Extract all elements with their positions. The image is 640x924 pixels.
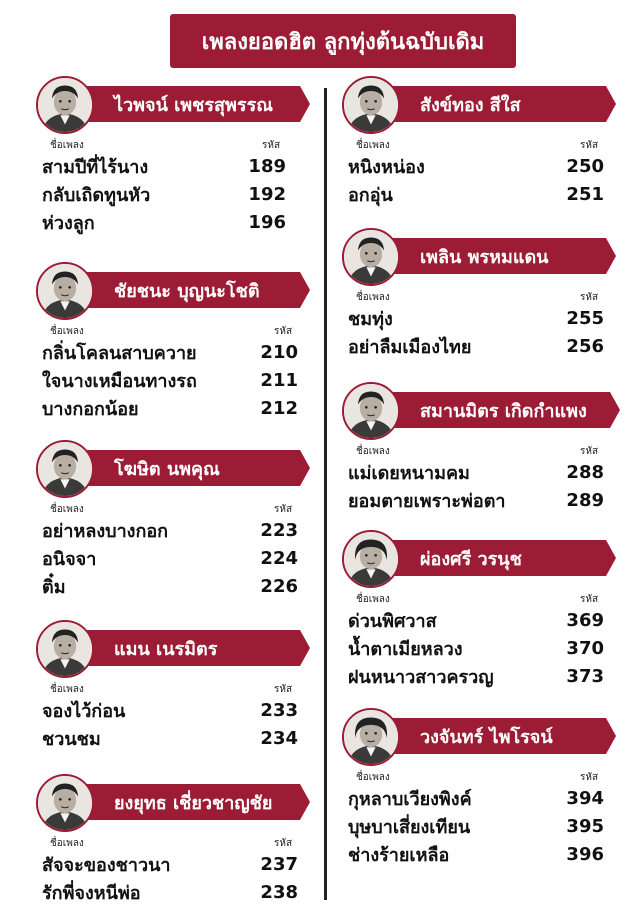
artist-block (36, 620, 298, 752)
song-list (348, 606, 604, 690)
song-list (42, 338, 298, 422)
song-list (348, 784, 604, 868)
artist-photo (36, 76, 94, 134)
code-column-header: รหัส (274, 504, 293, 515)
song-code: 373 (566, 665, 604, 687)
song-row (42, 724, 298, 752)
song-list (42, 696, 298, 752)
song-column-header: ชื่อเพลง (50, 140, 84, 151)
code-column-header: รหัส (580, 594, 599, 605)
artist-photo (342, 708, 400, 766)
song-title: ชวนชม (42, 728, 101, 750)
song-title: ใจนางเหมือนทางรถ (42, 370, 197, 392)
song-title: สัจจะของชาวนา (42, 854, 171, 876)
code-column-header: รหัส (580, 446, 599, 457)
song-code: 289 (566, 489, 604, 511)
song-code: 196 (248, 211, 286, 233)
song-list (348, 304, 604, 360)
artist-name-banner: ผ่องศรี วรนุช (376, 540, 606, 576)
song-title: รักพี่จงหนีพ่อ (42, 882, 141, 904)
song-row (348, 332, 604, 360)
artist-block (342, 382, 604, 514)
code-column-header: รหัส (580, 772, 599, 783)
artist-photo (342, 382, 400, 440)
song-title: บางกอกน้อย (42, 398, 139, 420)
song-row (42, 544, 298, 572)
song-title: สามปีที่ไร้นาง (42, 156, 149, 178)
artist-name-banner: แมน เนรมิตร (70, 630, 300, 666)
artist-name-banner: วงจันทร์ ไพโรจน์ (376, 718, 606, 754)
artist-photo (342, 228, 400, 286)
song-column-header: ชื่อเพลง (356, 446, 390, 457)
song-row (348, 152, 604, 180)
code-column-header: รหัส (274, 326, 293, 337)
song-code: 233 (260, 699, 298, 721)
song-row (348, 840, 604, 868)
song-title: ช่างร้ายเหลือ (348, 844, 450, 866)
song-code: 212 (260, 397, 298, 419)
song-row (42, 366, 298, 394)
song-row (42, 338, 298, 366)
song-row (42, 696, 298, 724)
code-column-header: รหัส (274, 838, 293, 849)
song-title: กลิ่นโคลนสาบควาย (42, 342, 197, 364)
song-title: ห่วงลูก (42, 212, 95, 234)
song-title: อย่าลืมเมืองไทย (348, 336, 472, 358)
song-column-header: ชื่อเพลง (50, 684, 84, 695)
song-code: 255 (566, 307, 604, 329)
song-title: อกอุ่น (348, 184, 393, 206)
song-code: 237 (260, 853, 298, 875)
page-title: เพลงยอดฮิต ลูกทุ่งต้นฉบับเดิม (170, 14, 516, 68)
song-row (348, 180, 604, 208)
artist-photo (36, 262, 94, 320)
song-code: 189 (248, 155, 286, 177)
song-row (348, 634, 604, 662)
song-row (348, 486, 604, 514)
song-column-header: ชื่อเพลง (50, 838, 84, 849)
artist-block (36, 76, 298, 236)
song-title: ด่วนพิศวาส (348, 610, 437, 632)
artist-photo (36, 620, 94, 678)
song-code: 369 (566, 609, 604, 631)
song-code: 256 (566, 335, 604, 357)
song-column-header: ชื่อเพลง (50, 326, 84, 337)
song-title: ฝนหนาวสาวครวญ (348, 666, 494, 688)
artist-photo (342, 76, 400, 134)
song-title: อนิจจา (42, 548, 97, 570)
song-row (42, 208, 286, 236)
artist-block (342, 228, 604, 360)
artist-name-banner: สมานมิตร เกิดกำแพง (376, 392, 610, 428)
artist-block (36, 262, 298, 422)
song-code: 210 (260, 341, 298, 363)
song-code: 234 (260, 727, 298, 749)
artist-photo (36, 440, 94, 498)
song-title: หนิงหน่อง (348, 156, 425, 178)
song-title: กุหลาบเวียงพิงค์ (348, 788, 472, 810)
song-code: 396 (566, 843, 604, 865)
song-code: 250 (566, 155, 604, 177)
song-row (348, 812, 604, 840)
song-row (42, 516, 298, 544)
song-code: 192 (248, 183, 286, 205)
artist-photo (342, 530, 400, 588)
song-code: 224 (260, 547, 298, 569)
song-code: 223 (260, 519, 298, 541)
song-column-header: ชื่อเพลง (356, 594, 390, 605)
song-code: 211 (260, 369, 298, 391)
artist-block (342, 76, 604, 208)
song-code: 238 (260, 881, 298, 903)
song-column-header: ชื่อเพลง (356, 140, 390, 151)
song-row (42, 850, 298, 878)
artist-name-banner: เพลิน พรหมแดน (376, 238, 606, 274)
song-list (348, 152, 604, 208)
code-column-header: รหัส (262, 140, 281, 151)
artist-name-banner: สังข์ทอง สีใส (376, 86, 606, 122)
song-code: 288 (566, 461, 604, 483)
song-row (348, 458, 604, 486)
song-row (42, 878, 298, 906)
song-list (42, 850, 298, 906)
song-code: 226 (260, 575, 298, 597)
song-code: 394 (566, 787, 604, 809)
artist-name-banner: ชัยชนะ บุญนะโชติ (70, 272, 300, 308)
song-title: ชมทุ่ง (348, 308, 393, 330)
song-title: อย่าหลงบางกอก (42, 520, 169, 542)
song-title: ยอมตายเพราะพ่อตา (348, 490, 506, 512)
artist-name-banner: ไวพจน์ เพชรสุพรรณ (70, 86, 300, 122)
song-row (42, 572, 298, 600)
artist-block (342, 708, 604, 868)
song-title: แม่เดยหนามคม (348, 462, 470, 484)
code-column-header: รหัส (580, 140, 599, 151)
song-row (348, 606, 604, 634)
song-title: บุษบาเสี่ยงเทียน (348, 816, 471, 838)
song-code: 251 (566, 183, 604, 205)
song-list (42, 516, 298, 600)
song-title: จองไว้ก่อน (42, 700, 126, 722)
song-column-header: ชื่อเพลง (356, 772, 390, 783)
song-row (42, 394, 298, 422)
artist-name-banner: โฆษิต นพคุณ (70, 450, 300, 486)
song-row (348, 784, 604, 812)
artist-name-banner: ยงยุทธ เชี่ยวชาญชัย (70, 784, 300, 820)
song-list (348, 458, 604, 514)
artist-photo (36, 774, 94, 832)
song-title: ติ๋ม (42, 576, 66, 598)
song-column-header: ชื่อเพลง (50, 504, 84, 515)
code-column-header: รหัส (580, 292, 599, 303)
song-row (348, 304, 604, 332)
song-column-header: ชื่อเพลง (356, 292, 390, 303)
song-code: 370 (566, 637, 604, 659)
artist-block (36, 440, 298, 600)
artist-block (36, 774, 298, 906)
song-row (42, 152, 286, 180)
song-title: น้ำตาเมียหลวง (348, 638, 463, 660)
song-row (42, 180, 286, 208)
code-column-header: รหัส (274, 684, 293, 695)
song-row (348, 662, 604, 690)
column-divider (324, 88, 327, 900)
artist-block (342, 530, 604, 690)
song-list (42, 152, 286, 236)
song-code: 395 (566, 815, 604, 837)
song-title: กลับเถิดทูนหัว (42, 184, 151, 206)
